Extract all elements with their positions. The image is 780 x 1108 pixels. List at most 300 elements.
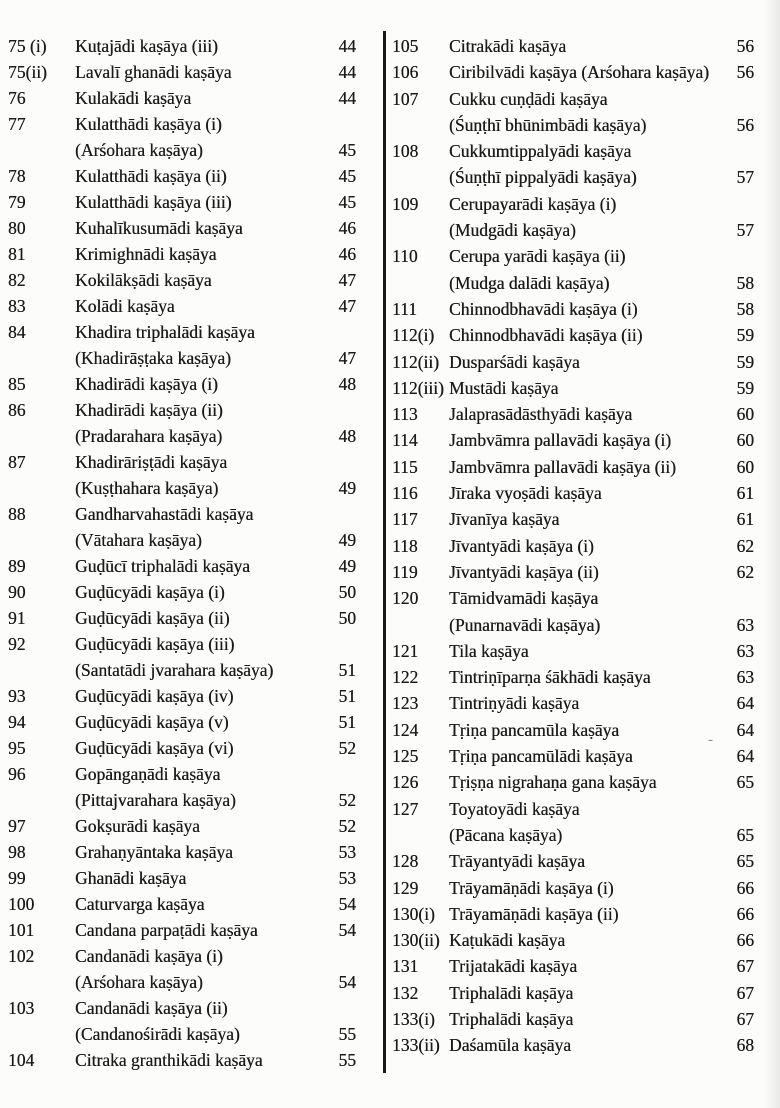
entry-page-number: 45 — [338, 192, 356, 212]
toc-entry — [392, 559, 754, 585]
entry-title: Chinnodbhavādi kaṣāya (i) — [449, 298, 638, 319]
entry-body — [75, 553, 356, 579]
entry-line — [449, 822, 754, 848]
entry-number: 83 — [8, 296, 26, 316]
entry-number: 82 — [8, 270, 26, 290]
entry-page-number: 55 — [338, 1024, 356, 1044]
entry-number: 131 — [392, 956, 419, 977]
toc-entry — [8, 59, 356, 85]
entry-title: Jīvanīya kaṣāya — [449, 509, 560, 530]
toc-entry — [8, 839, 356, 865]
entry-page-number: 59 — [736, 377, 754, 398]
entry-line — [449, 270, 754, 296]
entry-body — [449, 427, 754, 453]
entry-line — [75, 137, 356, 163]
entry-number: 121 — [392, 640, 419, 661]
entry-number: 126 — [392, 772, 419, 793]
entry-title: Guḍūcī triphalādi kaṣāya — [75, 556, 250, 576]
entry-line — [75, 605, 356, 631]
entry-line — [449, 164, 754, 190]
toc-entry — [392, 349, 754, 375]
entry-page-number: 47 — [338, 348, 356, 368]
entry-title: Chinnodbhavādi kaṣāya (ii) — [449, 325, 643, 346]
entry-number: 122 — [392, 667, 419, 688]
entry-number: 120 — [392, 588, 419, 609]
entry-line — [75, 293, 356, 319]
entry-number: 129 — [392, 877, 419, 898]
toc-entry — [8, 631, 356, 683]
entry-body — [75, 683, 356, 709]
entry-body — [75, 397, 356, 449]
entry-body — [75, 891, 356, 917]
toc-entry — [392, 59, 754, 85]
entry-body — [75, 111, 356, 163]
toc-entry — [8, 33, 356, 59]
entry-body — [75, 215, 356, 241]
entry-page-number: 66 — [736, 877, 754, 898]
toc-entry — [8, 917, 356, 943]
entry-body — [449, 927, 754, 953]
entry-page-number: 64 — [736, 746, 754, 767]
entry-title: Daśamūla kaṣāya — [449, 1035, 571, 1056]
toc-entry — [8, 163, 356, 189]
entry-subtitle: (Mudgādi kaṣāya) — [449, 220, 576, 241]
entry-title: Khadirāriṣṭādi kaṣāya — [75, 452, 228, 472]
entry-subtitle: (Vātahara kaṣāya) — [75, 530, 202, 550]
entry-page-number: 53 — [338, 842, 356, 862]
entry-body — [449, 585, 754, 638]
entry-page-number: 60 — [736, 430, 754, 451]
entry-number: 76 — [8, 88, 26, 108]
toc-entry — [392, 743, 754, 769]
entry-title: Triphalādi kaṣāya — [449, 982, 574, 1003]
entry-title: Guḍūcyādi kaṣāya (ii) — [75, 608, 230, 628]
entry-body — [75, 761, 356, 813]
entry-body — [75, 59, 356, 85]
entry-body — [449, 401, 754, 427]
entry-body — [449, 796, 754, 849]
entry-page-number: 58 — [736, 272, 754, 293]
toc-entry — [8, 891, 356, 917]
entry-line — [449, 480, 754, 506]
entry-number: 125 — [392, 746, 419, 767]
entry-body — [75, 943, 356, 995]
entry-title: Ghanādi kaṣāya — [75, 868, 187, 888]
entry-page-number: 62 — [736, 535, 754, 556]
entry-subtitle: (Khadirāṣṭaka kaṣāya) — [75, 348, 231, 368]
page-edge-shadow — [764, 0, 780, 1108]
entry-page-number: 59 — [736, 351, 754, 372]
entry-line — [449, 454, 754, 480]
entry-title: Guḍūcyādi kaṣāya (i) — [75, 582, 225, 602]
entry-body — [75, 579, 356, 605]
entry-page-number: 63 — [736, 640, 754, 661]
entry-line — [75, 761, 356, 787]
entry-subtitle: (Śuṇṭhī pippalyādi kaṣāya) — [449, 167, 637, 188]
toc-entry — [392, 243, 754, 296]
entry-page-number: 59 — [736, 325, 754, 346]
toc-entry — [8, 865, 356, 891]
entry-line — [449, 191, 754, 217]
entry-line — [449, 296, 754, 322]
entry-title: Gokṣurādi kaṣāya — [75, 816, 200, 836]
toc-entry — [8, 995, 356, 1047]
entry-body — [75, 319, 356, 371]
toc-entry — [8, 241, 356, 267]
toc-entry — [8, 371, 356, 397]
entry-page-number: 53 — [338, 868, 356, 888]
entry-line — [449, 585, 754, 611]
entry-line — [75, 995, 356, 1021]
toc-entry — [392, 86, 754, 139]
entry-body — [75, 33, 356, 59]
toc-column-right — [392, 33, 754, 1059]
entry-page-number: 60 — [736, 456, 754, 477]
entry-page-number: 51 — [338, 686, 356, 706]
entry-line — [75, 1047, 356, 1073]
entry-body — [449, 480, 754, 506]
entry-page-number: 50 — [338, 608, 356, 628]
entry-page-number: 65 — [736, 851, 754, 872]
entry-line — [449, 506, 754, 532]
toc-entry — [8, 813, 356, 839]
entry-line — [75, 501, 356, 527]
entry-line — [75, 215, 356, 241]
entry-body — [449, 33, 754, 59]
entry-body — [75, 241, 356, 267]
entry-body — [75, 449, 356, 501]
entry-subtitle: (Punarnavādi kaṣāya) — [449, 614, 601, 635]
toc-entry — [392, 875, 754, 901]
entry-body — [449, 1032, 754, 1058]
entry-body — [449, 559, 754, 585]
toc-entry — [392, 769, 754, 795]
entry-page-number: 57 — [736, 167, 754, 188]
entry-line — [449, 59, 754, 85]
entry-title: Trāyamāṇādi kaṣāya (ii) — [449, 903, 619, 924]
entry-number: 105 — [392, 36, 419, 56]
toc-entry — [392, 401, 754, 427]
entry-page-number: 62 — [736, 561, 754, 582]
toc-entry — [392, 980, 754, 1006]
entry-page-number: 44 — [338, 36, 356, 56]
entry-page-number: 48 — [338, 374, 356, 394]
entry-body — [449, 86, 754, 139]
entry-title: Kulatthādi kaṣāya (i) — [75, 114, 222, 134]
entry-number: 104 — [8, 1050, 35, 1070]
entry-line — [75, 917, 356, 943]
entry-title: Guḍūcyādi kaṣāya (v) — [75, 712, 229, 732]
entry-title: Jīraka vyoṣādi kaṣāya — [449, 483, 602, 504]
entry-title: Guḍūcyādi kaṣāya (iv) — [75, 686, 234, 706]
entry-number: 84 — [8, 322, 26, 342]
entry-line — [449, 664, 754, 690]
entry-page-number: 67 — [736, 956, 754, 977]
entry-page-number: 57 — [736, 220, 754, 241]
entry-body — [75, 163, 356, 189]
entry-number: 88 — [8, 504, 26, 524]
entry-body — [75, 1047, 356, 1073]
entry-subtitle: (Mudga dalādi kaṣāya) — [449, 272, 610, 293]
entry-title: Krimighnādi kaṣāya — [75, 244, 217, 264]
entry-body — [75, 813, 356, 839]
entry-number: 112(ii) — [392, 351, 439, 372]
entry-number: 108 — [392, 141, 419, 162]
toc-entry — [8, 215, 356, 241]
toc-entry — [392, 33, 754, 59]
toc-entry — [8, 189, 356, 215]
entry-number: 80 — [8, 218, 26, 238]
entry-page-number: 61 — [736, 509, 754, 530]
entry-title: Kulakādi kaṣāya — [75, 88, 192, 108]
entry-body — [75, 631, 356, 683]
entry-body — [75, 709, 356, 735]
entry-line — [449, 875, 754, 901]
entry-page-number: 58 — [736, 298, 754, 319]
entry-line — [75, 527, 356, 553]
entry-line — [449, 559, 754, 585]
entry-title: Kulatthādi kaṣāya (iii) — [75, 192, 232, 212]
toc-entry — [392, 585, 754, 638]
entry-line — [75, 787, 356, 813]
entry-number: 128 — [392, 851, 419, 872]
toc-entry — [392, 953, 754, 979]
entry-number: 133(ii) — [392, 1035, 440, 1056]
entry-number: 99 — [8, 868, 26, 888]
entry-line — [75, 813, 356, 839]
entry-title: Jīvantyādi kaṣāya (i) — [449, 535, 594, 556]
entry-number: 119 — [392, 561, 418, 582]
entry-title: Jambvāmra pallavādi kaṣāya (i) — [449, 430, 672, 451]
entry-line — [449, 427, 754, 453]
entry-number: 81 — [8, 244, 26, 264]
entry-body — [449, 243, 754, 296]
entry-title: Tintriṇyādi kaṣāya — [449, 693, 580, 714]
toc-entry — [392, 638, 754, 664]
toc-entry — [8, 319, 356, 371]
entry-title: Kaṭukādi kaṣāya — [449, 930, 566, 951]
entry-page-number: 54 — [338, 920, 356, 940]
entry-title: Triphalādi kaṣāya — [449, 1008, 574, 1029]
entry-subtitle: (Candanośirādi kaṣāya) — [75, 1024, 240, 1044]
entry-line — [75, 189, 356, 215]
entry-page-number: 51 — [338, 712, 356, 732]
toc-entry — [8, 449, 356, 501]
entry-body — [75, 735, 356, 761]
entry-title: Caturvarga kaṣāya — [75, 894, 205, 914]
entry-number: 97 — [8, 816, 26, 836]
entry-page-number: 66 — [736, 930, 754, 951]
entry-line — [449, 638, 754, 664]
toc-entry — [392, 296, 754, 322]
toc-entry — [392, 454, 754, 480]
entry-title: Jalaprasādāsthyādi kaṣāya — [449, 404, 633, 425]
entry-line — [75, 683, 356, 709]
entry-body — [449, 59, 754, 85]
entry-title: Tāmidvamādi kaṣāya — [449, 588, 599, 609]
entry-title: Ciribilvādi kaṣāya (Arśohara kaṣāya) — [449, 62, 709, 83]
entry-title: Jambvāmra pallavādi kaṣāya (ii) — [449, 456, 676, 477]
entry-number: 91 — [8, 608, 26, 628]
entry-title: Guḍūcyādi kaṣāya (iii) — [75, 634, 235, 654]
entry-title: Kuṭajādi kaṣāya (iii) — [75, 36, 218, 56]
entry-line — [449, 33, 754, 59]
entry-title: Trāyantyādi kaṣāya — [449, 851, 585, 872]
entry-number: 124 — [392, 719, 419, 740]
entry-number: 90 — [8, 582, 26, 602]
toc-entry — [8, 1047, 356, 1073]
entry-number: 95 — [8, 738, 26, 758]
entry-line — [449, 1006, 754, 1032]
entry-number: 78 — [8, 166, 26, 186]
entry-number: 130(i) — [392, 903, 435, 924]
scan-smudge-mark: - — [708, 732, 713, 748]
entry-body — [449, 953, 754, 979]
entry-line — [75, 631, 356, 657]
entry-number: 116 — [392, 483, 418, 504]
toc-entry — [392, 1006, 754, 1032]
entry-page-number: 46 — [338, 218, 356, 238]
entry-line — [75, 371, 356, 397]
toc-entry — [392, 690, 754, 716]
entry-number: 85 — [8, 374, 26, 394]
entry-number: 127 — [392, 798, 419, 819]
entry-page-number: 46 — [338, 244, 356, 264]
entry-page-number: 47 — [338, 296, 356, 316]
entry-title: Jīvantyādi kaṣāya (ii) — [449, 561, 599, 582]
entry-line — [449, 375, 754, 401]
entry-title: Tintriṇīparṇa śākhādi kaṣāya — [449, 667, 651, 688]
toc-entry — [392, 796, 754, 849]
entry-line — [449, 217, 754, 243]
entry-title: Khadirādi kaṣāya (i) — [75, 374, 218, 394]
toc-entry — [8, 709, 356, 735]
toc-entry — [8, 579, 356, 605]
entry-line — [449, 322, 754, 348]
entry-body — [75, 839, 356, 865]
entry-line — [75, 449, 356, 475]
entry-page-number: 66 — [736, 903, 754, 924]
entry-line — [75, 345, 356, 371]
entry-title: Citraka granthikādi kaṣāya — [75, 1050, 263, 1070]
toc-entry — [392, 533, 754, 559]
entry-title: Guḍūcyādi kaṣāya (vi) — [75, 738, 234, 758]
entry-subtitle: (Kuṣṭhahara kaṣāya) — [75, 478, 219, 498]
entry-body — [449, 664, 754, 690]
entry-body — [449, 638, 754, 664]
entry-title: Tila kaṣāya — [449, 640, 529, 661]
entry-line — [449, 243, 754, 269]
entry-body — [75, 995, 356, 1047]
entry-line — [75, 59, 356, 85]
entry-page-number: 60 — [736, 404, 754, 425]
entry-page-number: 68 — [736, 1035, 754, 1056]
entry-number: 87 — [8, 452, 26, 472]
entry-title: Kuhalīkusumādi kaṣāya — [75, 218, 243, 238]
entry-title: Dusparśādi kaṣāya — [449, 351, 580, 372]
entry-body — [449, 848, 754, 874]
entry-subtitle: (Arśohara kaṣāya) — [75, 972, 203, 992]
entry-subtitle: (Arśohara kaṣāya) — [75, 140, 203, 160]
entry-body — [449, 322, 754, 348]
entry-line — [449, 1032, 754, 1058]
entry-line — [449, 980, 754, 1006]
entry-line — [75, 969, 356, 995]
toc-entry — [8, 397, 356, 449]
entry-title: Trāyamāṇādi kaṣāya (i) — [449, 877, 614, 898]
entry-line — [75, 85, 356, 111]
toc-entry — [8, 85, 356, 111]
entry-page-number: 44 — [338, 88, 356, 108]
entry-body — [449, 454, 754, 480]
entry-page-number: 67 — [736, 1008, 754, 1029]
entry-body — [75, 917, 356, 943]
entry-number: 112(i) — [392, 325, 435, 346]
entry-number: 107 — [392, 88, 419, 109]
entry-line — [449, 86, 754, 112]
entry-number: 79 — [8, 192, 26, 212]
entry-body — [449, 375, 754, 401]
entry-body — [75, 605, 356, 631]
entry-line — [449, 927, 754, 953]
entry-number: 111 — [392, 298, 417, 319]
entry-page-number: 64 — [736, 719, 754, 740]
column-divider-rule — [383, 31, 386, 1073]
entry-page-number: 67 — [736, 982, 754, 1003]
entry-title: Khadira triphalādi kaṣāya — [75, 322, 255, 342]
entry-body — [449, 690, 754, 716]
entry-page-number: 55 — [338, 1050, 356, 1070]
entry-line — [449, 349, 754, 375]
entry-body — [449, 1006, 754, 1032]
entry-body — [75, 371, 356, 397]
entry-number: 106 — [392, 62, 419, 83]
entry-body — [449, 138, 754, 191]
toc-entry — [392, 664, 754, 690]
entry-title: Tṛiṇa pancamūla kaṣāya — [449, 719, 620, 740]
entry-line — [75, 111, 356, 137]
entry-subtitle: (Pācana kaṣāya) — [449, 824, 563, 845]
entry-title: Kokilākṣādi kaṣāya — [75, 270, 212, 290]
entry-body — [449, 349, 754, 375]
entry-line — [75, 33, 356, 59]
entry-number: 115 — [392, 456, 418, 477]
entry-number: 75(ii) — [8, 62, 47, 82]
entry-number: 100 — [8, 894, 35, 914]
entry-number: 93 — [8, 686, 26, 706]
entry-body — [449, 296, 754, 322]
entry-title: Kulatthādi kaṣāya (ii) — [75, 166, 227, 186]
entry-title: Gopāngaṇādi kaṣāya — [75, 764, 221, 784]
entry-line — [449, 533, 754, 559]
entry-number: 132 — [392, 982, 419, 1003]
entry-number: 75 (i) — [8, 36, 47, 56]
entry-body — [75, 293, 356, 319]
toc-entry — [8, 605, 356, 631]
entry-page-number: 56 — [736, 36, 754, 56]
entry-page-number: 65 — [736, 824, 754, 845]
entry-title: Candanādi kaṣāya (i) — [75, 946, 223, 966]
entry-number: 114 — [392, 430, 418, 451]
entry-page-number: 49 — [338, 478, 356, 498]
entry-number: 110 — [392, 246, 418, 267]
entry-line — [75, 397, 356, 423]
entry-title: Toyatoyādi kaṣāya — [449, 798, 580, 819]
entry-line — [449, 112, 754, 138]
entry-body — [75, 501, 356, 553]
entry-line — [75, 475, 356, 501]
entry-title: Gandharvahastādi kaṣāya — [75, 504, 254, 524]
